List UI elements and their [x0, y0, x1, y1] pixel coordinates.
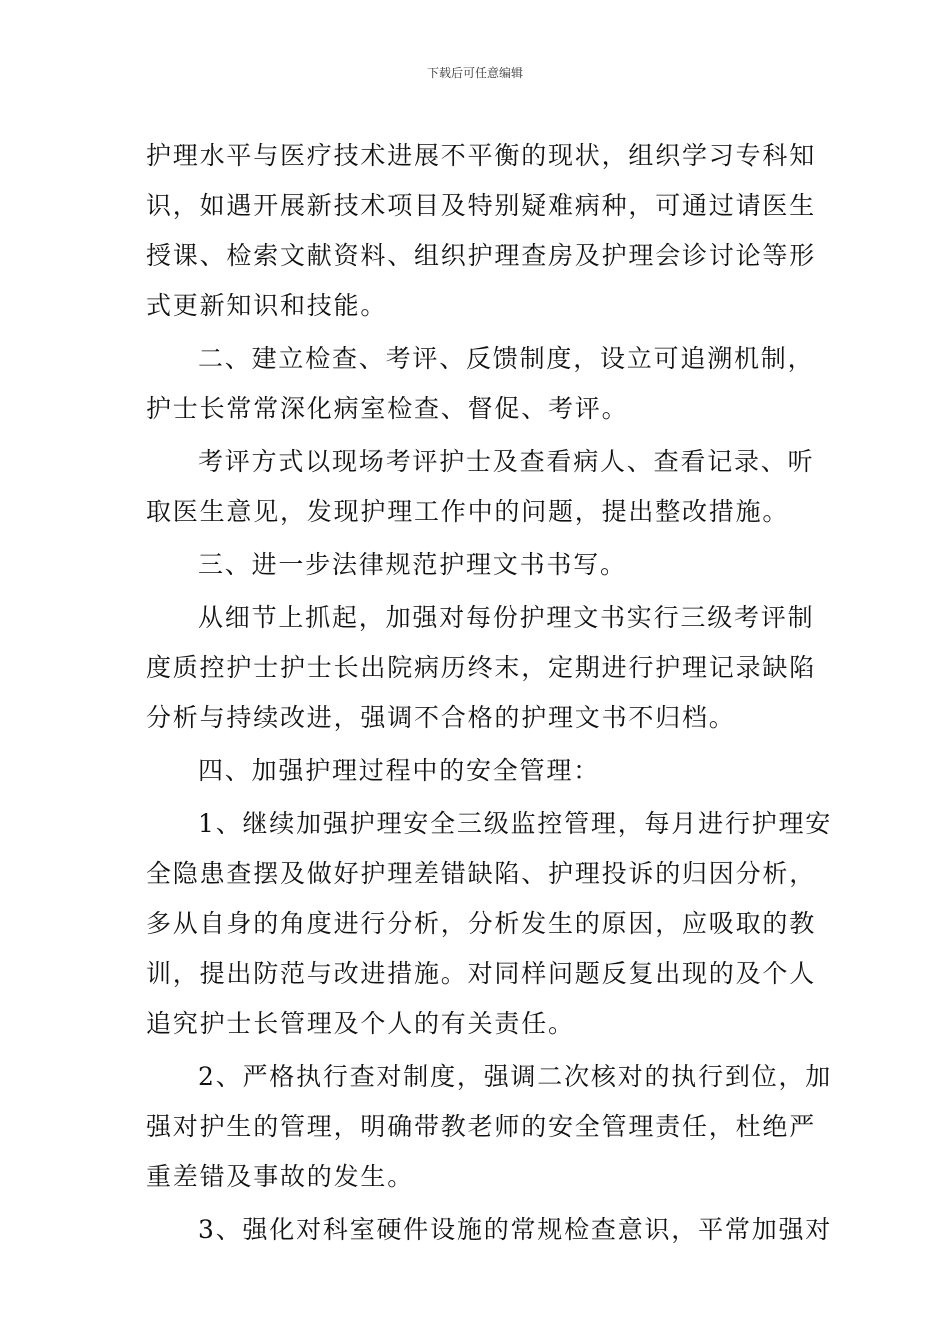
text-line: 强对护生的管理，明确带教老师的安全管理责任，杜绝严: [146, 1112, 817, 1141]
paragraph: [146, 746, 814, 796]
text-line: 识，如遇开展新技术项目及特别疑难病种，可通过请医生: [146, 191, 817, 220]
paragraph: [146, 131, 817, 331]
text-line: 四、加强护理过程中的安全管理：: [198, 756, 601, 785]
text-line: 多从自身的角度进行分析，分析发生的原因，应吸取的教: [146, 909, 817, 938]
paragraph: [146, 1052, 833, 1202]
text-line: 全隐患查摆及做好护理差错缺陷、护理投诉的归因分析，: [146, 859, 817, 888]
paragraph: [146, 540, 814, 590]
paragraph: [146, 334, 814, 434]
text-line: 式更新知识和技能。: [146, 291, 388, 320]
text-line: 取医生意见，发现护理工作中的问题，提出整改措施。: [146, 497, 790, 526]
text-line: 1、继续加强护理安全三级监控管理，每月进行护理安: [198, 809, 833, 838]
text-line: 三、进一步法律规范护理文书书写。: [198, 550, 627, 579]
text-line: 追究护士长管理及个人的有关责任。: [146, 1009, 575, 1038]
page-header: 下载后可任意编辑: [426, 66, 523, 80]
text-line: 授课、检索文献资料、组织护理查房及护理会诊讨论等形: [146, 241, 817, 270]
document-body: [146, 131, 833, 1255]
text-line: 分析与持续改进，强调不合格的护理文书不归档。: [146, 703, 736, 732]
text-line: 护士长常常深化病室检查、督促、考评。: [146, 394, 629, 423]
paragraph: [146, 799, 833, 1049]
text-line: 度质控护士护士长出院病历终末，定期进行护理记录缺陷: [146, 653, 817, 682]
text-line: 重差错及事故的发生。: [146, 1162, 415, 1191]
paragraph: [146, 437, 814, 537]
text-line: 考评方式以现场考评护士及查看病人、查看记录、听: [198, 447, 815, 476]
text-line: 训，提出防范与改进措施。对同样问题反复出现的及个人: [146, 959, 817, 988]
paragraph: [146, 1205, 833, 1255]
text-line: 3、强化对科室硬件设施的常规检查意识，平常加强对: [198, 1215, 833, 1244]
text-line: 护理水平与医疗技术进展不平衡的现状，组织学习专科知: [146, 141, 817, 170]
text-line: 2、严格执行查对制度，强调二次核对的执行到位，加: [198, 1062, 833, 1091]
text-line: 二、建立检查、考评、反馈制度，设立可追溯机制，: [198, 344, 815, 373]
text-line: 从细节上抓起，加强对每份护理文书实行三级考评制: [198, 603, 815, 632]
paragraph: [146, 593, 817, 743]
